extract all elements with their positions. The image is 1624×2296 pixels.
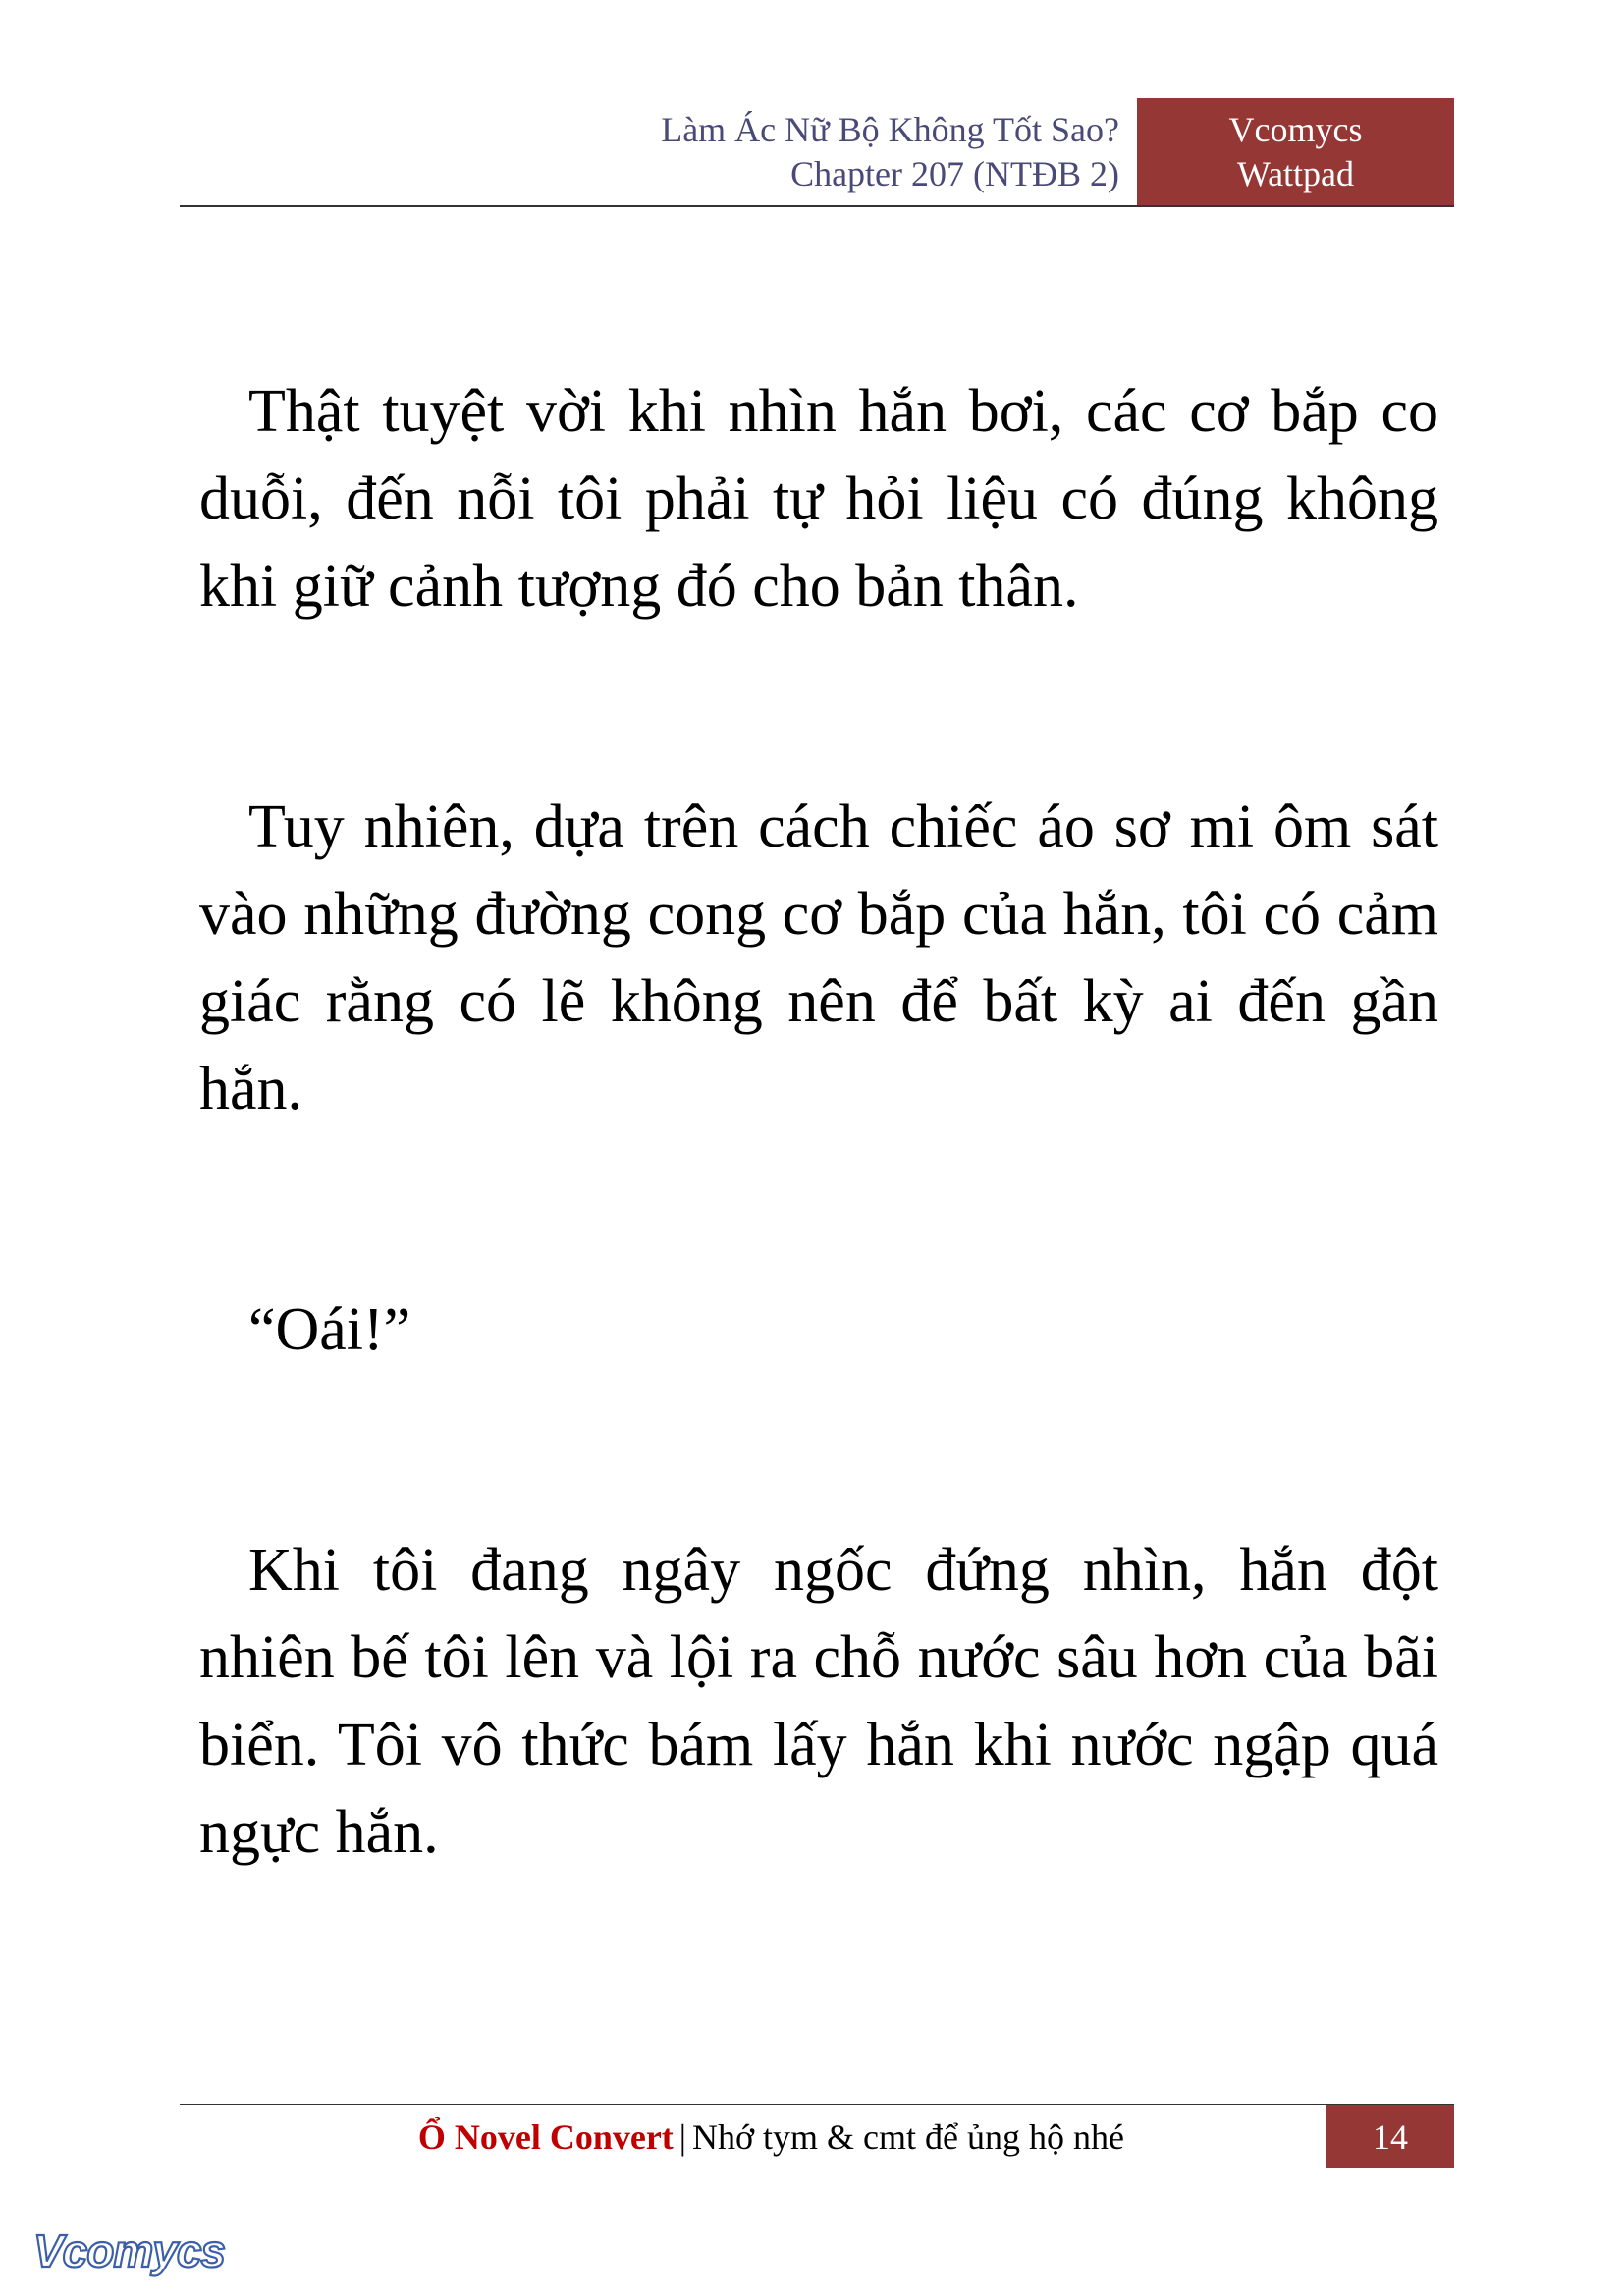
svg-text:Vcomycs: Vcomycs <box>33 2225 226 2276</box>
vcomycs-logo-icon <box>29 2221 255 2280</box>
footer-separator: | <box>678 2117 687 2157</box>
page-number: 14 <box>1326 2105 1454 2168</box>
page-footer <box>180 2105 1454 2168</box>
site-name: Vcomycs <box>1228 110 1363 149</box>
footer-credit <box>418 2113 1124 2160</box>
chapter-label: Chapter 207 (NTĐB 2) <box>790 154 1119 193</box>
site-platform: Wattpad <box>1236 154 1355 193</box>
chapter-text <box>199 368 1438 1877</box>
footer-note: Nhớ tym & cmt để ủng hộ nhé <box>692 2117 1124 2157</box>
header-divider <box>180 205 1454 207</box>
paragraph-3: “Oái!” <box>248 1296 411 1363</box>
paragraph-4: Khi tôi đang ngây ngốc đứng nhìn, hắn đột nhiên bế tôi lên và lội ra chỗ nước sâu hơn của bãi biển. Tôi vô thức bám lấy hắn khi nước ngập quá ngực hắn. <box>199 1537 1438 1866</box>
book-title: Làm Ác Nữ Bộ Không Tốt Sao? <box>661 110 1119 149</box>
paragraph-2: Tuy nhiên, dựa trên cách chiếc áo sơ mi ôm sát vào những đường cong cơ bắp của hắn, tôi có cảm giác rằng có lẽ không nên để bất kỳ ai đến gần hắn. <box>199 793 1438 1122</box>
header-title-block <box>180 98 1137 206</box>
page-header <box>180 98 1454 206</box>
header-site-badge <box>1137 98 1454 206</box>
paragraph-1: Thật tuyệt vời khi nhìn hắn bơi, các cơ bắp co duỗi, đến nỗi tôi phải tự hỏi liệu có đúng không khi giữ cảnh tượng đó cho bản thân. <box>199 378 1438 620</box>
footer-brand: Ổ Novel Convert <box>417 2117 674 2157</box>
